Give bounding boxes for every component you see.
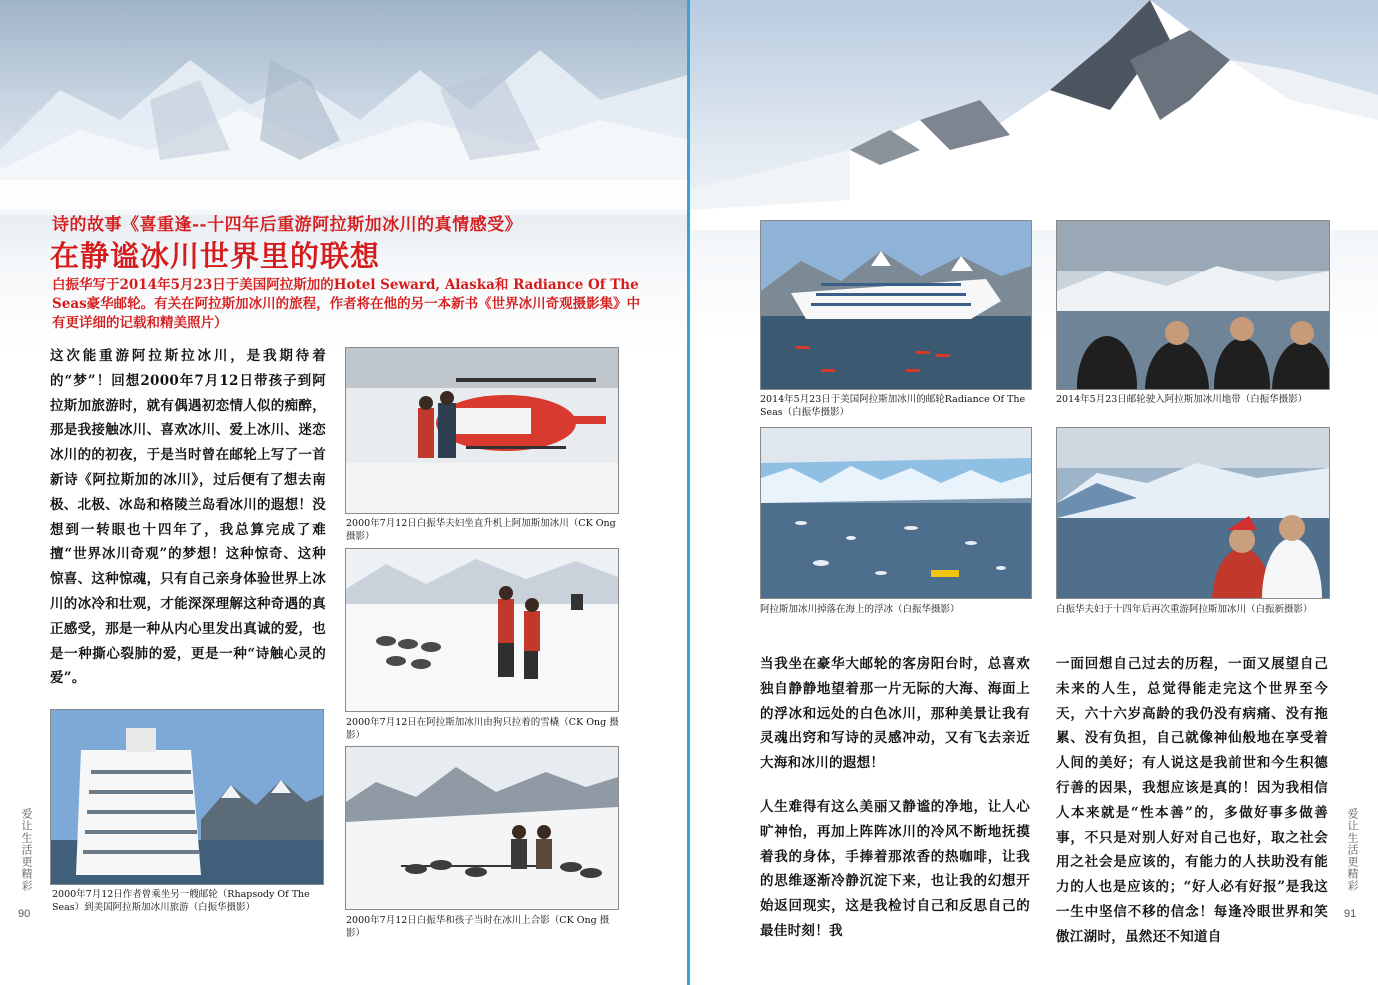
intro-text: 白振华写于2014年5月23日于美国阿拉斯加的Hotel Seward, Alaska和 Radiance Of The Seas豪华邮轮。有关在阿拉斯加冰川的旅程，作者将在他的另一本新书《世界冰川奇观摄影集》中有更详细的记载和精美照片） [52, 277, 641, 331]
photo-couple-glacier [1056, 427, 1330, 599]
photo-helicopter [345, 347, 619, 514]
photo-caption: 白振华夫妇于十四年后再次重游阿拉斯加冰川（白振新摄影） [1056, 604, 1313, 615]
left-page [0, 0, 688, 985]
side-tag-right: 爱让生活更精彩 [1346, 808, 1359, 892]
photo-dog-sled [345, 548, 619, 712]
photo-caption: 2000年7月12日白振华夫妇坐直升机上阿加斯加冰川（CK Ong 摄影） [346, 518, 616, 542]
body-text-right-col1-para2: 人生难得有这么美丽又静谧的净地，让人心旷神怡，再加上阵阵冰川的冷风不断地抚摸着我的身体，手捧着那浓香的热咖啡，让我的思维逐渐冷静沉淀下来，也让我的幻想开始返回现实，这是我检讨自己和反思自己的最佳时刻！我 [760, 799, 1030, 939]
photo-cruise-ship-rhapsody [50, 709, 324, 885]
series-title: 诗的故事《喜重逢--十四年后重游阿拉斯加冰川的真情感受》 [52, 215, 523, 235]
photo-caption: 2014年5月23日邮轮驶入阿拉斯加冰川地带（白振华摄影） [1056, 394, 1308, 405]
photo-floating-ice [760, 427, 1032, 599]
body-text-right-col1-para1: 当我坐在豪华大邮轮的客房阳台时，总喜欢独自静静地望着那一片无际的大海、海面上的浮冰和远处的白色冰川，那种美景让我有灵魂出窍和写诗的灵感冲动，又有飞去亲近大海和冰川的遐想！ [760, 656, 1030, 772]
right-page [690, 0, 1378, 985]
photo-passengers-deck [1056, 220, 1330, 390]
page-number-left: 90 [18, 908, 31, 920]
photo-caption: 2000年7月12日白振华和孩子当时在冰川上合影（CK Ong 摄影） [346, 915, 610, 939]
photo-group-dogs [345, 746, 619, 910]
side-tag-left: 爱让生活更精彩 [20, 808, 33, 892]
body-text-right-col2: 一面回想自己过去的历程，一面又展望自己未来的人生，总觉得能走完这个世界至今天，六十六岁高龄的我仍没有病痛、没有拖累、没有负担，自己就像神仙般地在享受着人间的美好；有人说这是我前世和今生积德行善的因果，我想应该是真的！因为我相信人本来就是“性本善”的，多做好事多做善事，不只是对别人好对自己也好，取之社会用之社会是应该的，有能力的人扶助没有能力的人也是应该的；“好人必有好报”是我这一生中坚信不移的信念！每逢冷眼世界和笑傲江湖时，虽然还不知道自 [1056, 656, 1328, 945]
page-number-right: 91 [1344, 908, 1357, 920]
photo-caption: 2000年7月12日作者曾乘坐另一艘邮轮（Rhapsody Of The Seas）到美国阿拉斯加冰川旅游（白振华摄影） [52, 889, 310, 913]
photo-caption: 阿拉斯加冰川掉落在海上的浮冰（白振华摄影） [760, 604, 960, 615]
body-text-left: 这次能重游阿拉斯拉冰川，是我期待着的“梦”！回想2000年7月12日带孩子到阿拉斯加旅游时，就有偶遇初恋情人似的痴醉，那是我接触冰川、喜欢冰川、爱上冰川、迷恋冰川的的初夜，于是当时曾在邮轮上写了一首新诗《阿拉斯加的冰川》，过后便有了想去南极、北极、冰岛和格陵兰岛看冰川的遐想！没想到一转眼也十四年了，我总算完成了难擅“世界冰川奇观”的梦想！这种惊奇、这种惊喜、这种惊魂，只有自己亲身体验世界上冰川的冰冷和壮观，才能深深理解这种奇遇的真正感受，那是一种从内心里发出真诚的爱，也是一种撕心裂肺的爱，更是一种“诗触心灵的爱”。 [50, 348, 326, 687]
photo-caption: 2014年5月23日于美国阿拉斯加冰川的邮轮Radiance Of The Seas（白振华摄影） [760, 394, 1026, 418]
main-title: 在静谧冰川世界里的联想 [50, 239, 381, 273]
photo-caption: 2000年7月12日在阿拉斯加冰川由狗只拉着的雪橇（CK Ong 摄影） [346, 717, 619, 741]
photo-radiance-ship [760, 220, 1032, 390]
